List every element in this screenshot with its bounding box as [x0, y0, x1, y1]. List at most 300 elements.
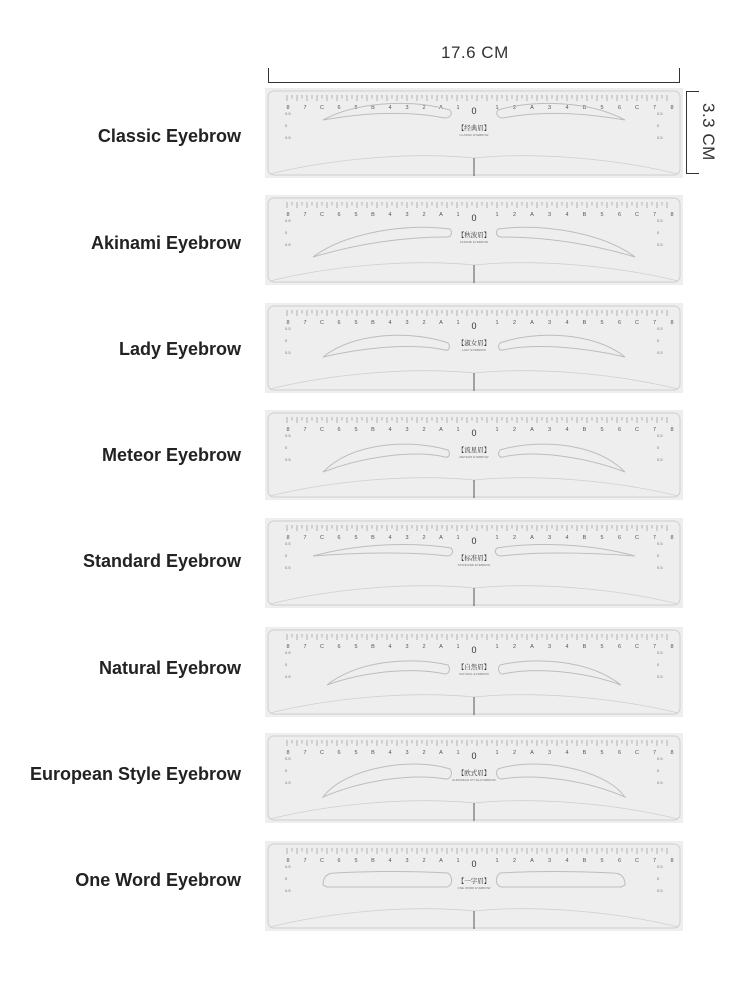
ruler-label: 1 — [495, 858, 499, 864]
side-scale-label: 0.5 — [657, 541, 663, 546]
ruler-label: 4 — [388, 320, 392, 326]
left-brow-outline — [323, 444, 449, 472]
ruler-label: 6 — [337, 750, 341, 756]
side-scale-label: 0.5 — [285, 218, 291, 223]
template-cn-name: 【淑女眉】 — [457, 339, 491, 347]
ruler-label: A — [439, 427, 443, 433]
ruler-label: 5 — [600, 320, 604, 326]
template-label-classic: Classic Eyebrow — [97, 126, 241, 146]
ruler-label: 3 — [405, 105, 409, 111]
side-scale-label: 0 — [285, 230, 288, 235]
right-brow-group — [499, 661, 621, 685]
stencil-drawing — [265, 195, 683, 285]
template-cn-name: 【经典眉】 — [457, 124, 491, 132]
side-scale-label: 0.5 — [657, 433, 663, 438]
template-cn-name: 【标准眉】 — [457, 554, 491, 562]
ruler-label: 6 — [337, 858, 341, 864]
ruler-label: C — [320, 535, 324, 541]
ruler-label: 2 — [512, 320, 517, 326]
right-brow-outline — [497, 227, 635, 257]
right-brow-group — [497, 103, 625, 120]
side-scale-label: 0.5 — [657, 457, 663, 462]
ruler-label: 1 — [456, 535, 460, 541]
template-en-name: CLASSIC EYEBROW — [459, 133, 489, 137]
ruler — [287, 848, 667, 854]
ruler-label: 5 — [354, 212, 358, 218]
ruler-label: 8 — [670, 320, 674, 326]
ruler-label: C — [320, 427, 324, 433]
template-cn-name: 【欧式眉】 — [457, 769, 491, 777]
template-label-akinami: Akinami Eyebrow — [90, 233, 241, 253]
ruler-label: 2 — [512, 858, 517, 864]
stencil-standard — [265, 518, 683, 608]
ruler-label: 8 — [286, 105, 290, 111]
template-cn-name: 【一字眉】 — [457, 877, 491, 885]
ruler-label: 3 — [405, 750, 409, 756]
ruler-label: 4 — [565, 320, 569, 326]
left-brow-outline — [323, 872, 452, 888]
side-scale-label: 0.5 — [657, 674, 663, 679]
ruler-label: 8 — [286, 212, 290, 218]
template-label-european: European Style Eyebrow — [29, 764, 241, 784]
ruler-label: 1 — [495, 320, 499, 326]
ruler-label: 3 — [547, 320, 552, 326]
ruler-label: B — [582, 320, 587, 326]
side-scale-label: 0.5 — [285, 433, 291, 438]
side-scale-label: 0.5 — [285, 674, 291, 679]
ruler-label: 1 — [495, 105, 499, 111]
ruler-label: 3 — [405, 212, 409, 218]
stencil-meteor — [265, 410, 683, 500]
ruler-label: 6 — [617, 212, 622, 218]
ruler-label: 3 — [547, 212, 552, 218]
ruler-label: 8 — [286, 644, 290, 650]
stencil-lady — [265, 303, 683, 393]
ruler-label: 6 — [617, 750, 622, 756]
side-scale-label: 0.5 — [285, 650, 291, 655]
right-brow-outline — [499, 444, 625, 472]
template-cn-name: 【流星眉】 — [457, 446, 491, 454]
ruler-label: 6 — [617, 535, 622, 541]
stencil-akinami — [265, 195, 683, 285]
height-dimension-bottom-tick — [686, 173, 699, 174]
ruler-label: 6 — [617, 105, 622, 111]
ruler — [287, 310, 667, 316]
ruler-label: B — [371, 535, 375, 541]
side-scale-label: 0.5 — [657, 111, 663, 116]
ruler-label: B — [371, 105, 375, 111]
ruler-label: 4 — [565, 105, 569, 111]
ruler-label: 4 — [388, 858, 392, 864]
ruler-label: A — [530, 858, 534, 864]
template-label-lady: Lady Eyebrow — [118, 339, 241, 359]
side-scale-label: 0 — [657, 662, 660, 667]
ruler-label: C — [635, 644, 639, 650]
ruler-label: C — [635, 212, 639, 218]
right-brow-group — [495, 544, 635, 556]
stencil-one-word — [265, 841, 683, 931]
ruler-label: B — [582, 858, 587, 864]
side-scale-label: 0 — [657, 445, 660, 450]
ruler-label: C — [320, 212, 324, 218]
right-brow-group — [497, 764, 625, 797]
template-cn-name: 【自然眉】 — [457, 663, 491, 671]
stencil-drawing — [265, 627, 683, 717]
ruler-label: A — [530, 320, 534, 326]
ruler-label: B — [582, 644, 587, 650]
template-en-name: METEOR EYEBROW — [459, 455, 489, 459]
ruler-label: 6 — [617, 427, 622, 433]
ruler-label: 5 — [354, 535, 358, 541]
ruler — [287, 634, 667, 640]
template-label-natural: Natural Eyebrow — [98, 658, 241, 678]
right-brow-group — [496, 872, 625, 888]
ruler-label: 2 — [422, 212, 426, 218]
template-en-name: AKINAMI EYEBROW — [459, 240, 489, 244]
right-brow-outline — [499, 661, 621, 685]
ruler-label: 7 — [303, 750, 307, 756]
ruler — [287, 740, 667, 746]
ruler-label: 5 — [354, 320, 358, 326]
stencil-drawing — [265, 518, 683, 608]
ruler-label: 2 — [422, 644, 426, 650]
width-dimension-line — [268, 82, 680, 83]
ruler-label: 1 — [495, 212, 499, 218]
ruler-label: 7 — [303, 105, 307, 111]
side-scale-label: 0 — [285, 553, 288, 558]
ruler-label: 3 — [547, 644, 552, 650]
ruler-label: 3 — [547, 858, 552, 864]
side-scale-label: 0.5 — [657, 888, 663, 893]
ruler-label: 3 — [405, 427, 409, 433]
ruler-label: A — [439, 858, 443, 864]
ruler-label: C — [320, 644, 324, 650]
ruler-label: 6 — [337, 535, 341, 541]
side-scale-label: 0.5 — [285, 111, 291, 116]
ruler-label: 7 — [652, 858, 657, 864]
side-scale-label: 0 — [285, 876, 288, 881]
side-scale-label: 0.5 — [285, 326, 291, 331]
ruler-label: 8 — [286, 858, 290, 864]
ruler-label: 7 — [303, 644, 307, 650]
side-scale-label: 0.5 — [285, 242, 291, 247]
ruler-label: 1 — [456, 105, 460, 111]
width-dimension-left-tick — [268, 68, 269, 83]
ruler-label: 8 — [286, 535, 290, 541]
ruler-label: 3 — [547, 105, 552, 111]
ruler-label: B — [582, 212, 587, 218]
ruler-label: A — [530, 212, 534, 218]
side-scale-label: 0.5 — [657, 135, 663, 140]
ruler-label: 1 — [495, 750, 499, 756]
ruler-label: 5 — [600, 535, 604, 541]
right-brow-outline — [497, 764, 625, 797]
ruler-label: 2 — [512, 212, 517, 218]
ruler-label: 6 — [337, 105, 341, 111]
ruler-label: 3 — [405, 320, 409, 326]
ruler-label: 4 — [565, 212, 569, 218]
ruler-label: 2 — [512, 750, 517, 756]
ruler-label: 5 — [600, 750, 604, 756]
ruler-label: 7 — [652, 427, 657, 433]
stencil-drawing — [265, 88, 683, 178]
ruler-label: 4 — [388, 427, 392, 433]
ruler-label: 1 — [456, 427, 460, 433]
ruler-label: 5 — [354, 858, 358, 864]
right-brow-outline — [499, 335, 625, 357]
ruler-label: 5 — [600, 644, 604, 650]
ruler-label: A — [439, 750, 443, 756]
side-scale-label: 0 — [285, 768, 288, 773]
ruler-center-mark: 0 — [471, 645, 477, 655]
ruler-label: 7 — [303, 858, 307, 864]
ruler-label: 6 — [337, 427, 341, 433]
ruler-label: 1 — [456, 320, 460, 326]
ruler-center-mark: 0 — [471, 213, 477, 223]
ruler — [287, 525, 667, 531]
template-label-standard: Standard Eyebrow — [82, 551, 241, 571]
ruler-label: 7 — [303, 535, 307, 541]
ruler-label: 1 — [495, 427, 499, 433]
ruler-label: 7 — [652, 320, 657, 326]
template-en-name: STANDARD EYEBROW — [457, 563, 491, 567]
ruler-label: A — [530, 644, 534, 650]
stencil-classic — [265, 88, 683, 178]
side-scale-label: 0.5 — [285, 457, 291, 462]
side-scale-label: 0 — [285, 662, 288, 667]
width-dimension-right-tick — [679, 68, 680, 83]
ruler-label: 1 — [456, 858, 460, 864]
side-scale-label: 0.5 — [657, 650, 663, 655]
ruler-label: A — [530, 427, 534, 433]
side-scale-label: 0.5 — [657, 218, 663, 223]
side-scale-label: 0.5 — [285, 541, 291, 546]
ruler-label: C — [635, 750, 639, 756]
ruler-label: 8 — [286, 320, 290, 326]
ruler-label: 5 — [354, 644, 358, 650]
ruler-label: A — [439, 320, 443, 326]
ruler-label: 7 — [652, 212, 657, 218]
side-scale-label: 0 — [657, 230, 660, 235]
ruler-label: A — [530, 750, 534, 756]
ruler-label: C — [635, 858, 639, 864]
template-label-meteor: Meteor Eyebrow — [101, 445, 241, 465]
ruler-center-mark: 0 — [471, 536, 477, 546]
ruler-label: B — [371, 427, 375, 433]
ruler-label: 3 — [405, 644, 409, 650]
stencil-drawing — [265, 303, 683, 393]
ruler-label: B — [371, 750, 375, 756]
ruler-label: 3 — [405, 858, 409, 864]
left-brow-outline — [323, 103, 451, 120]
ruler-label: 6 — [617, 644, 622, 650]
ruler-label: 2 — [512, 105, 517, 111]
ruler-label: 3 — [547, 750, 552, 756]
width-label: 17.6 CM — [441, 43, 509, 62]
left-brow-outline — [327, 661, 449, 685]
side-scale-label: 0.5 — [657, 756, 663, 761]
ruler-label: 4 — [565, 427, 569, 433]
ruler-label: 7 — [303, 212, 307, 218]
ruler-label: B — [582, 105, 587, 111]
side-scale-label: 0 — [285, 338, 288, 343]
ruler-label: 1 — [456, 644, 460, 650]
ruler-label: B — [582, 750, 587, 756]
left-brow-outline — [323, 335, 449, 357]
ruler-label: 5 — [354, 105, 358, 111]
ruler-label: 3 — [547, 427, 552, 433]
template-label-one-word: One Word Eyebrow — [75, 870, 241, 890]
ruler-label: A — [439, 105, 443, 111]
right-brow-group — [499, 444, 625, 472]
side-scale-label: 0 — [657, 876, 660, 881]
ruler-label: C — [320, 858, 324, 864]
side-scale-label: 0.5 — [285, 135, 291, 140]
ruler-label: 4 — [388, 644, 392, 650]
right-brow-group — [497, 227, 635, 257]
ruler-label: 8 — [670, 750, 674, 756]
ruler-label: 2 — [422, 750, 426, 756]
right-brow-outline — [497, 103, 625, 120]
stencil-european — [265, 733, 683, 823]
ruler-label: 2 — [512, 644, 517, 650]
ruler-label: 3 — [405, 535, 409, 541]
ruler-label: 6 — [337, 212, 341, 218]
ruler-label: 2 — [422, 535, 426, 541]
template-en-name: LADY EYEBROW — [462, 348, 486, 352]
side-scale-label: 0.5 — [657, 350, 663, 355]
ruler-label: A — [439, 212, 443, 218]
ruler-label: 2 — [512, 427, 517, 433]
ruler-label: 2 — [422, 858, 426, 864]
ruler-label: 1 — [456, 212, 460, 218]
ruler-label: 7 — [303, 427, 307, 433]
stencil-natural — [265, 627, 683, 717]
ruler-label: A — [530, 535, 534, 541]
side-scale-label: 0.5 — [657, 565, 663, 570]
ruler-label: 8 — [286, 427, 290, 433]
ruler-label: 3 — [547, 535, 552, 541]
ruler-center-mark: 0 — [471, 428, 477, 438]
ruler-label: 5 — [600, 105, 604, 111]
side-scale-label: 0 — [657, 768, 660, 773]
side-scale-label: 0 — [657, 553, 660, 558]
side-scale-label: 0.5 — [657, 242, 663, 247]
template-en-name: ONE WORD EYEBROW — [457, 886, 491, 890]
side-scale-label: 0.5 — [285, 565, 291, 570]
ruler-label: 2 — [512, 535, 517, 541]
ruler-label: 5 — [354, 427, 358, 433]
ruler-label: B — [582, 535, 587, 541]
side-scale-label: 0.5 — [285, 864, 291, 869]
ruler-label: 7 — [652, 105, 657, 111]
ruler-label: 5 — [600, 427, 604, 433]
ruler-label: 7 — [652, 535, 657, 541]
ruler-label: 8 — [670, 212, 674, 218]
left-brow-outline — [313, 227, 451, 257]
ruler-label: 1 — [456, 750, 460, 756]
side-scale-label: 0.5 — [285, 888, 291, 893]
ruler-center-mark: 0 — [471, 751, 477, 761]
ruler-label: C — [635, 535, 639, 541]
ruler-label: C — [635, 320, 639, 326]
ruler-label: 4 — [565, 858, 569, 864]
ruler-label: B — [582, 427, 587, 433]
ruler-label: 6 — [617, 858, 622, 864]
ruler-label: C — [320, 105, 324, 111]
ruler — [287, 417, 667, 423]
side-scale-label: 0 — [285, 445, 288, 450]
ruler-label: A — [439, 644, 443, 650]
side-scale-label: 0.5 — [657, 864, 663, 869]
ruler — [287, 202, 667, 208]
stencil-drawing — [265, 733, 683, 823]
right-brow-outline — [496, 872, 625, 888]
ruler-label: 8 — [286, 750, 290, 756]
right-brow-outline — [495, 544, 635, 556]
stencil-drawing — [265, 841, 683, 931]
left-brow-outline — [323, 764, 451, 797]
ruler-center-mark: 0 — [471, 106, 477, 116]
ruler-label: 5 — [354, 750, 358, 756]
side-scale-label: 0.5 — [657, 780, 663, 785]
ruler-label: 5 — [600, 212, 604, 218]
ruler-label: 4 — [565, 535, 569, 541]
left-brow-outline — [313, 544, 453, 556]
side-scale-label: 0.5 — [285, 350, 291, 355]
height-label: 3.3 CM — [699, 103, 718, 161]
ruler-label: 4 — [565, 644, 569, 650]
side-scale-label: 0.5 — [285, 780, 291, 785]
ruler-label: 8 — [670, 644, 674, 650]
ruler-label: 2 — [422, 105, 426, 111]
side-scale-label: 0 — [285, 123, 288, 128]
ruler-label: 2 — [422, 427, 426, 433]
side-scale-label: 0 — [657, 338, 660, 343]
side-scale-label: 0 — [657, 123, 660, 128]
stencil-drawing — [265, 410, 683, 500]
side-scale-label: 0.5 — [285, 756, 291, 761]
ruler-label: B — [371, 858, 375, 864]
ruler-label: 4 — [388, 212, 392, 218]
ruler-label: 8 — [670, 535, 674, 541]
template-cn-name: 【秋波眉】 — [457, 231, 491, 239]
ruler-label: 1 — [495, 535, 499, 541]
ruler-label: B — [371, 644, 375, 650]
ruler-label: 4 — [565, 750, 569, 756]
ruler-label: B — [371, 320, 375, 326]
height-dimension-top-tick — [686, 91, 699, 92]
ruler-label: 7 — [303, 320, 307, 326]
ruler-label: C — [320, 750, 324, 756]
right-brow-group — [499, 335, 625, 357]
ruler-label: 6 — [617, 320, 622, 326]
ruler-label: 8 — [670, 105, 674, 111]
ruler-label: 6 — [337, 320, 341, 326]
ruler-label: 6 — [337, 644, 341, 650]
ruler-label: B — [371, 212, 375, 218]
ruler-label: 7 — [652, 644, 657, 650]
template-en-name: NATURAL EYEBROW — [459, 672, 489, 676]
ruler-label: A — [530, 105, 534, 111]
ruler-label: 2 — [422, 320, 426, 326]
ruler-label: C — [320, 320, 324, 326]
ruler-label: 8 — [670, 427, 674, 433]
ruler-center-mark: 0 — [471, 321, 477, 331]
height-dimension-line — [686, 91, 687, 173]
ruler-label: 1 — [495, 644, 499, 650]
ruler-label: 4 — [388, 535, 392, 541]
